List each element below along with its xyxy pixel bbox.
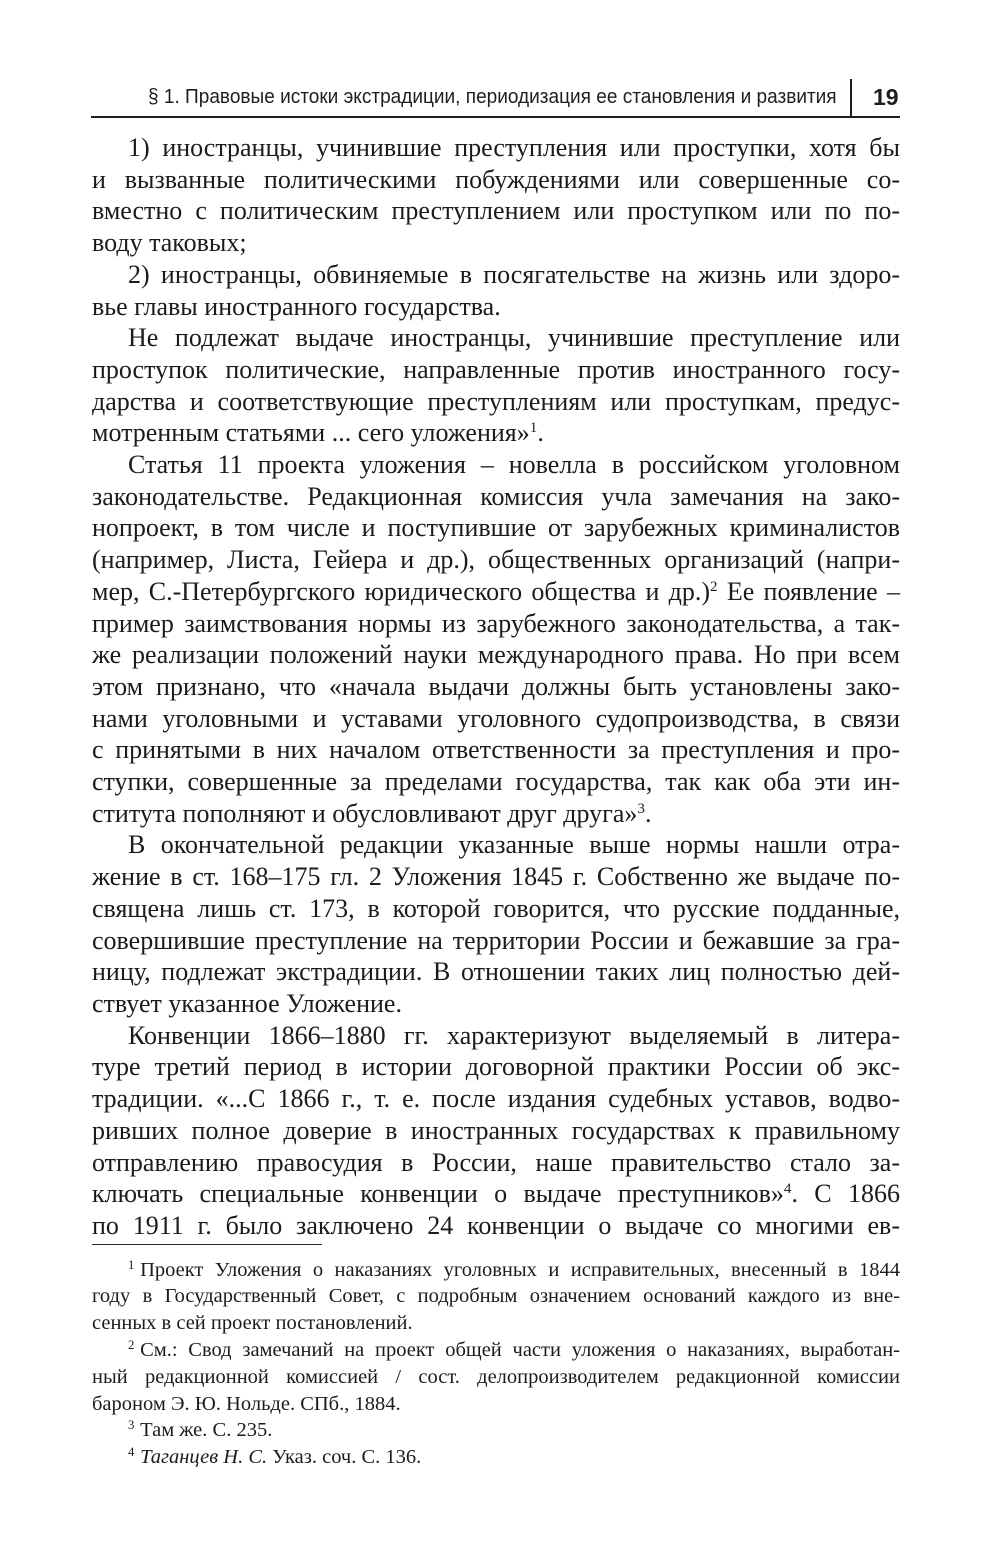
text-span: . С 1866 xyxy=(791,1179,900,1209)
footnote-text: Там же. С. 235. xyxy=(140,1419,273,1442)
text-span: мер, С.-Петербургского юридического общества и др.) xyxy=(92,576,711,606)
header-divider-bar xyxy=(850,79,852,116)
text-line: традиции. «...С 1866 г., т. е. после издания судебных уставов, водво- xyxy=(92,1084,900,1114)
footnote-ref: 4 xyxy=(783,1181,792,1198)
text-span: ключать специальные конвенции о выдаче преступников» xyxy=(92,1179,784,1209)
page-number: 19 xyxy=(873,84,899,110)
footnote-2 xyxy=(92,1337,900,1417)
text-line: Не подлежат выдаче иностранцы, учинившие преступление или xyxy=(128,323,900,353)
text-line: вместно с политическим преступлением или проступком или по по- xyxy=(92,196,900,226)
footnote-ref: 3 xyxy=(637,800,645,817)
footnote-line: году в Государственный Совет, с подробным означением оснований каждого из вне- xyxy=(92,1285,900,1308)
text-line xyxy=(92,798,900,830)
text-line xyxy=(92,1178,900,1210)
footnote-separator xyxy=(92,1244,322,1245)
text-span: мотренным статьями ... сего уложения» xyxy=(92,418,530,448)
header-rule xyxy=(91,116,900,118)
text-line: нопроект, в том числе и поступившие от зарубежных криминалистов xyxy=(92,513,900,543)
text-line: отправлению правосудия в России, наше правительство стало за- xyxy=(92,1147,900,1177)
text-line: же реализации положений науки международного права. Но при всем xyxy=(92,640,900,670)
text-line: ницу, подлежат экстрадиции. В отношении таких лиц полностью дей- xyxy=(92,957,900,987)
text-line: 2) иностранцы, обвиняемые в посягательстве на жизнь или здоро- xyxy=(128,259,900,289)
text-line: по 1911 г. было заключено 24 конвенции о выдаче со многими ев- xyxy=(92,1210,900,1240)
text-line: (например, Листа, Гейера и др.), общественных организаций (напри- xyxy=(92,545,900,575)
text-line: В окончательной редакции указанные выше нормы нашли отра- xyxy=(128,830,900,860)
footnote-1 xyxy=(92,1257,900,1337)
paragraph-5 xyxy=(92,829,900,1019)
footnote-line xyxy=(92,1417,900,1444)
text-line: и вызванные политическими побуждениями или совершенные со- xyxy=(92,164,900,194)
footnote-line: бароном Э. Ю. Нольде. СПб., 1884. xyxy=(92,1392,401,1415)
paragraph-6 xyxy=(92,1020,900,1242)
text-line: туре третий период в истории договорной практики России об экс- xyxy=(92,1052,900,1082)
text-line: с принятыми в них началом ответственности за преступления и про- xyxy=(92,735,900,765)
footnote-line xyxy=(92,1337,900,1364)
text-line: нами уголовными и уставами уголовного судопроизводства, в связи xyxy=(92,703,900,733)
footnote-ref: 1 xyxy=(529,420,538,437)
footnote-line: ный редакционной комиссией / сост. делопроизводителем редакционной комиссии xyxy=(92,1365,900,1388)
footnotes xyxy=(92,1257,900,1471)
text-span: . xyxy=(537,418,544,448)
text-line: дарства и соответствующие преступлениям или проступкам, предус- xyxy=(92,386,900,416)
text-line: священа лишь ст. 173, в которой говорится, что русские подданные, xyxy=(92,893,900,923)
text-line: законодательстве. Редакционная комиссия учла замечания на зако- xyxy=(92,481,900,511)
text-line xyxy=(92,417,900,449)
text-line: ривших полное доверие в иностранных государствах к правильному xyxy=(92,1115,900,1145)
text-line: жение в ст. 168–175 гл. 2 Уложения 1845 г. Собственно же выдаче по- xyxy=(92,862,900,892)
footnote-marker: 2 xyxy=(128,1338,135,1352)
body-text xyxy=(92,132,900,1242)
footnote-3 xyxy=(92,1417,900,1444)
footnote-marker: 4 xyxy=(128,1445,135,1460)
text-line: воду таковых; xyxy=(92,228,247,258)
footnote-line xyxy=(92,1444,900,1471)
text-line: проступок политические, направленные против иностранного госу- xyxy=(92,354,900,384)
text-line: Статья 11 проекта уложения – новелла в российском уголовном xyxy=(128,450,900,480)
footnote-text: См.: Свод замечаний на проект общей части уложения о наказаниях, выработан- xyxy=(140,1338,900,1361)
text-line: совершившие преступление на территории России и бежавшие за гра- xyxy=(92,925,900,955)
text-line: ступки, совершенные за пределами государства, так как оба эти ин- xyxy=(92,767,900,797)
text-span: Ее появление – xyxy=(717,576,900,606)
footnote-ref: 2 xyxy=(710,578,718,595)
footnote-marker: 3 xyxy=(128,1418,135,1433)
paragraph-2 xyxy=(92,259,900,322)
text-span: . xyxy=(644,798,652,828)
text-line: Конвенции 1866–1880 гг. характеризуют выделяемый в литера- xyxy=(128,1020,900,1050)
section-title: § 1. Правовые истоки экстрадиции, периодизация ее становления и развития xyxy=(148,86,837,108)
footnote-text: Проект Уложения о наказаниях уголовных и исправительных, внесенный в 1844 xyxy=(140,1258,900,1281)
text-line: пример заимствования нормы из зарубежного законодательства, а так- xyxy=(92,608,900,638)
text-line: ствует указанное Уложение. xyxy=(92,988,402,1018)
text-line: 1) иностранцы, учинившие преступления или проступки, хотя бы xyxy=(128,133,900,162)
text-line: вье главы иностранного государства. xyxy=(92,291,501,321)
paragraph-4 xyxy=(92,449,900,829)
footnote-text: Указ. соч. С. 136. xyxy=(267,1446,422,1469)
paragraph-3 xyxy=(92,322,900,449)
footnote-marker: 1 xyxy=(128,1257,135,1272)
footnote-line: сенных в сей проект постановлений. xyxy=(92,1312,413,1335)
text-line: этом признано, что «начала выдачи должны быть установлены зако- xyxy=(92,671,900,701)
footnote-author: Таганцев Н. С. xyxy=(140,1446,268,1469)
footnote-4 xyxy=(92,1444,900,1471)
footnote-line xyxy=(92,1257,900,1284)
text-span: ститута пополняют и обусловливают друг друга» xyxy=(92,798,638,828)
paragraph-1 xyxy=(92,132,900,259)
text-line xyxy=(92,576,900,608)
